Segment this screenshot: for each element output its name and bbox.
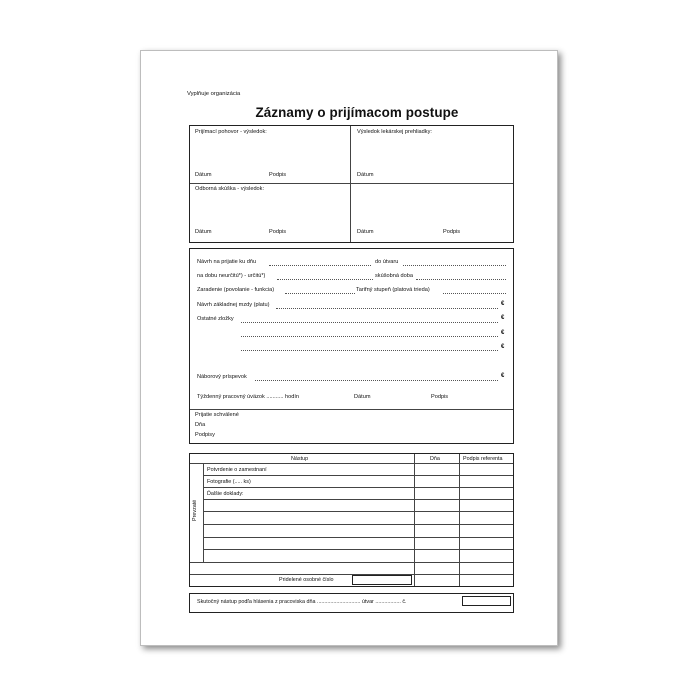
actual-start-label: Skutočný nástup podľa hlásenia z pracoviska dňa ............................. útvar ................. č. (197, 599, 407, 605)
professional-test-label: Odborná skúška - výsledok: (195, 186, 265, 192)
medical-result-label: Výsledok lekárskej prehliadky: (357, 129, 432, 135)
column-header-referent: Podpis referenta (463, 456, 503, 462)
date-label: Dátum (357, 229, 374, 235)
currency-symbol: € (501, 301, 505, 307)
recruitment-allowance-label: Náborový príspevok (197, 374, 247, 380)
table-row-label: Potvrdenie o zamestnaní (207, 467, 267, 473)
received-side-label: Prevzaté (192, 499, 198, 521)
to-unit-label: do útvaru (375, 259, 399, 265)
page-title: Záznamy o prijímacom postupe (255, 105, 459, 120)
currency-symbol: € (501, 315, 505, 321)
other-components-label: Ostatné zložky (197, 316, 234, 322)
proposal-type-label: Návrh na prijatie ku dňu (197, 259, 257, 265)
table-row-label: Fotografie (..... ks) (207, 479, 251, 485)
signatures-label: Podpisy (195, 432, 215, 438)
classification-label: Zaradenie (povolanie - funkcia) (197, 287, 275, 293)
date-label: Dátum (195, 229, 212, 235)
organization-note: Vyplňuje organizácia (187, 91, 241, 97)
term-label: na dobu neurčitú*) - určitú*) (197, 273, 266, 279)
day-label: Dňa (195, 422, 206, 428)
tariff-label: Tarifný stupeň (platová trieda) (356, 287, 430, 293)
currency-symbol: € (501, 344, 505, 350)
currency-symbol: € (501, 330, 505, 336)
date-label: Dátum (354, 394, 371, 400)
signature-label: Podpis (269, 229, 287, 235)
signature-label: Podpis (431, 394, 449, 400)
date-label: Dátum (357, 172, 374, 178)
approved-label: Prijatie schválené (195, 412, 239, 418)
date-label: Dátum (195, 172, 212, 178)
form-sheet (140, 50, 558, 646)
signature-label: Podpis (269, 172, 287, 178)
actual-start-number-field[interactable] (462, 596, 511, 606)
personal-number-field[interactable] (352, 575, 412, 585)
interview-result-label: Prijímací pohovor - výsledok: (195, 129, 267, 135)
column-header-entry: Nástup (291, 456, 309, 462)
weekly-hours-label: Týždenný pracovný úväzok ........... hodín (197, 394, 299, 400)
probation-label: skúšobná doba (375, 273, 413, 279)
table-row-label: Ďalšie doklady: (207, 491, 244, 497)
base-salary-label: Návrh základnej mzdy (platu) (197, 302, 270, 308)
results-box (189, 125, 514, 243)
column-header-day: Dňa (430, 456, 440, 462)
signature-label: Podpis (443, 229, 461, 235)
entry-table (189, 453, 514, 587)
currency-symbol: € (501, 373, 505, 379)
personal-number-label: Pridelené osobné číslo (279, 577, 334, 583)
